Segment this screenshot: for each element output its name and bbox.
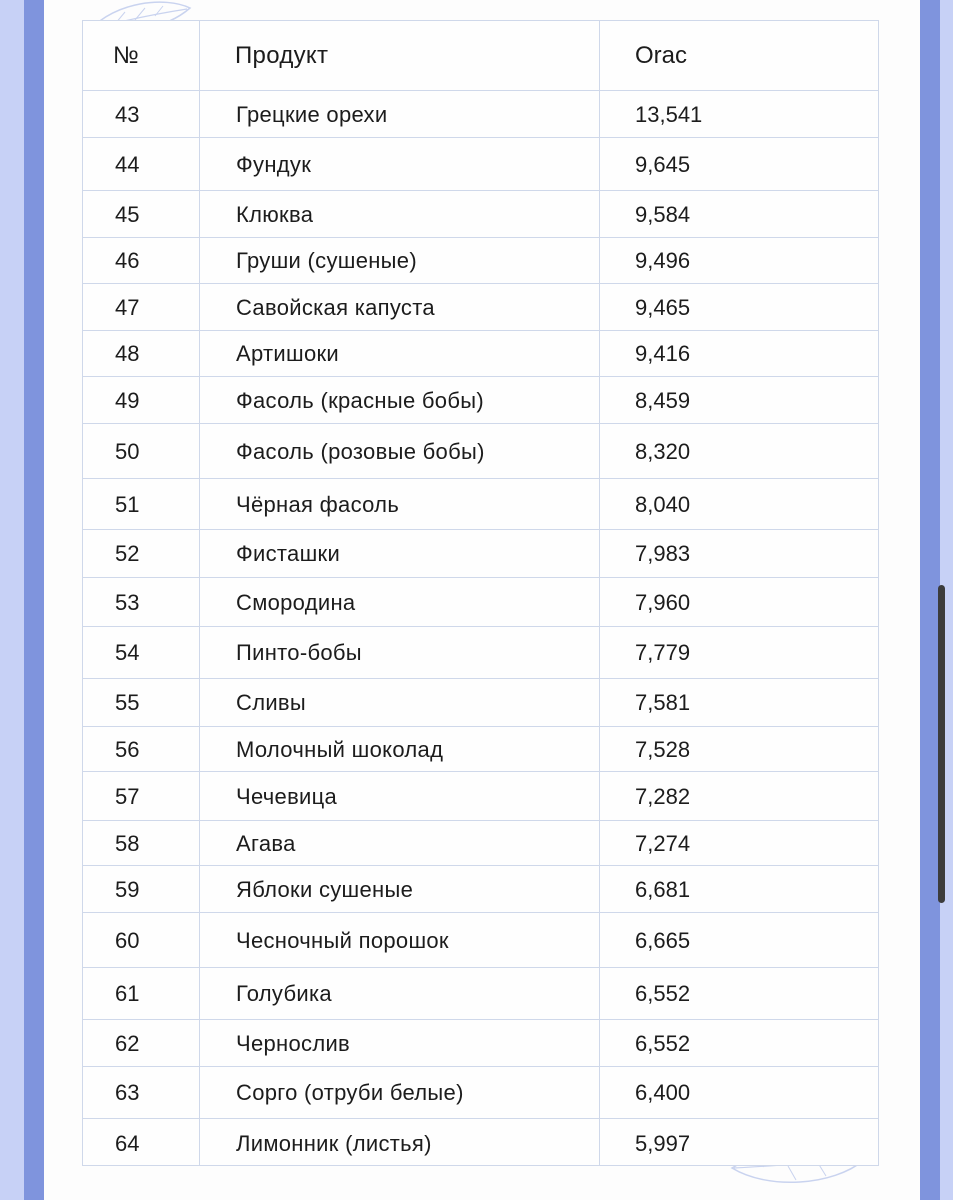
row-orac-value: 7,282 [635, 783, 691, 809]
row-orac-value: 7,581 [635, 690, 691, 715]
table-row [83, 1019, 878, 1067]
row-orac-value: 6,552 [635, 981, 691, 1006]
table-row [83, 1118, 878, 1168]
row-orac-value: 13,541 [635, 101, 703, 127]
table-row [83, 190, 878, 238]
row-number: 58 [115, 830, 140, 856]
row-orac-value: 6,552 [635, 1030, 691, 1056]
row-number: 47 [115, 294, 140, 320]
row-orac-value: 6,681 [635, 876, 691, 902]
row-product: Сорго (отруби белые) [236, 1080, 464, 1105]
row-product: Клюква [236, 201, 314, 227]
row-number: 59 [115, 876, 140, 902]
table-header [83, 21, 878, 90]
row-number: 63 [115, 1080, 140, 1105]
row-number: 49 [115, 387, 140, 413]
row-orac-value: 9,416 [635, 341, 691, 366]
row-orac-value: 7,983 [635, 541, 691, 566]
row-number: 64 [115, 1130, 140, 1156]
table-row [83, 137, 878, 191]
row-product: Молочный шоколад [236, 736, 444, 762]
row-product: Агава [236, 830, 296, 856]
header-product: Продукт [235, 41, 329, 69]
table-row [83, 626, 878, 679]
header-number: № [113, 41, 139, 69]
header-orac: Orac [635, 41, 688, 69]
row-product: Смородина [236, 589, 356, 615]
row-product: Пинто-бобы [236, 640, 362, 665]
row-number: 52 [115, 541, 140, 566]
row-number: 60 [115, 927, 140, 953]
row-number: 45 [115, 201, 140, 227]
row-product: Грецкие орехи [236, 101, 388, 127]
row-product: Фасоль (розовые бобы) [236, 438, 485, 464]
row-number: 54 [115, 640, 140, 665]
table-row [83, 967, 878, 1020]
table-row [83, 330, 878, 377]
row-product: Чечевица [236, 783, 338, 809]
row-number: 50 [115, 438, 140, 464]
right-frame-stripe [920, 0, 940, 1200]
row-orac-value: 6,665 [635, 927, 691, 953]
table-row [83, 820, 878, 866]
table-row [83, 1066, 878, 1119]
row-number: 46 [115, 248, 140, 273]
row-number: 56 [115, 736, 140, 762]
table-row [83, 678, 878, 727]
table-row [83, 90, 878, 138]
row-product: Груши (сушеные) [236, 248, 417, 273]
row-number: 53 [115, 589, 140, 615]
row-product: Чесночный порошок [236, 927, 449, 953]
table-row [83, 577, 878, 627]
row-product: Фисташки [236, 541, 341, 566]
table-row [83, 237, 878, 284]
row-number: 48 [115, 341, 140, 366]
row-orac-value: 8,459 [635, 387, 691, 413]
row-product: Голубика [236, 981, 332, 1006]
row-number: 57 [115, 783, 140, 809]
row-orac-value: 9,465 [635, 294, 691, 320]
row-orac-value: 9,496 [635, 248, 691, 273]
row-product: Лимонник (листья) [236, 1130, 432, 1156]
table-row [83, 423, 878, 479]
row-product: Сливы [236, 690, 307, 715]
row-orac-value: 7,960 [635, 589, 691, 615]
row-number: 62 [115, 1030, 140, 1056]
table-row [83, 865, 878, 913]
row-orac-value: 8,320 [635, 438, 691, 464]
row-orac-value: 9,584 [635, 201, 691, 227]
left-frame-stripe [24, 0, 44, 1200]
row-number: 55 [115, 690, 140, 715]
row-orac-value: 6,400 [635, 1080, 691, 1105]
table-row [83, 771, 878, 821]
table-row [83, 726, 878, 772]
row-orac-value: 7,274 [635, 830, 691, 856]
table-row [83, 283, 878, 331]
row-orac-value: 7,779 [635, 640, 691, 665]
table-row [83, 529, 878, 578]
row-product: Чёрная фасоль [236, 491, 400, 517]
row-orac-value: 8,040 [635, 491, 691, 517]
row-product: Савойская капуста [236, 294, 435, 320]
row-orac-value: 5,997 [635, 1130, 691, 1156]
row-product: Фасоль (красные бобы) [236, 387, 484, 413]
row-number: 44 [115, 151, 140, 177]
row-number: 51 [115, 491, 140, 517]
table-row [83, 376, 878, 424]
row-product: Чернослив [236, 1030, 351, 1056]
row-orac-value: 9,645 [635, 151, 691, 177]
row-product: Артишоки [236, 341, 339, 366]
row-product: Яблоки сушеные [236, 876, 414, 902]
row-product: Фундук [236, 151, 312, 177]
scrollbar-thumb[interactable] [938, 585, 945, 903]
table-row [83, 912, 878, 968]
row-number: 61 [115, 981, 140, 1006]
row-orac-value: 7,528 [635, 736, 691, 762]
row-number: 43 [115, 101, 140, 127]
left-frame-light [0, 0, 24, 1200]
orac-table [82, 20, 879, 1166]
table-row [83, 478, 878, 530]
